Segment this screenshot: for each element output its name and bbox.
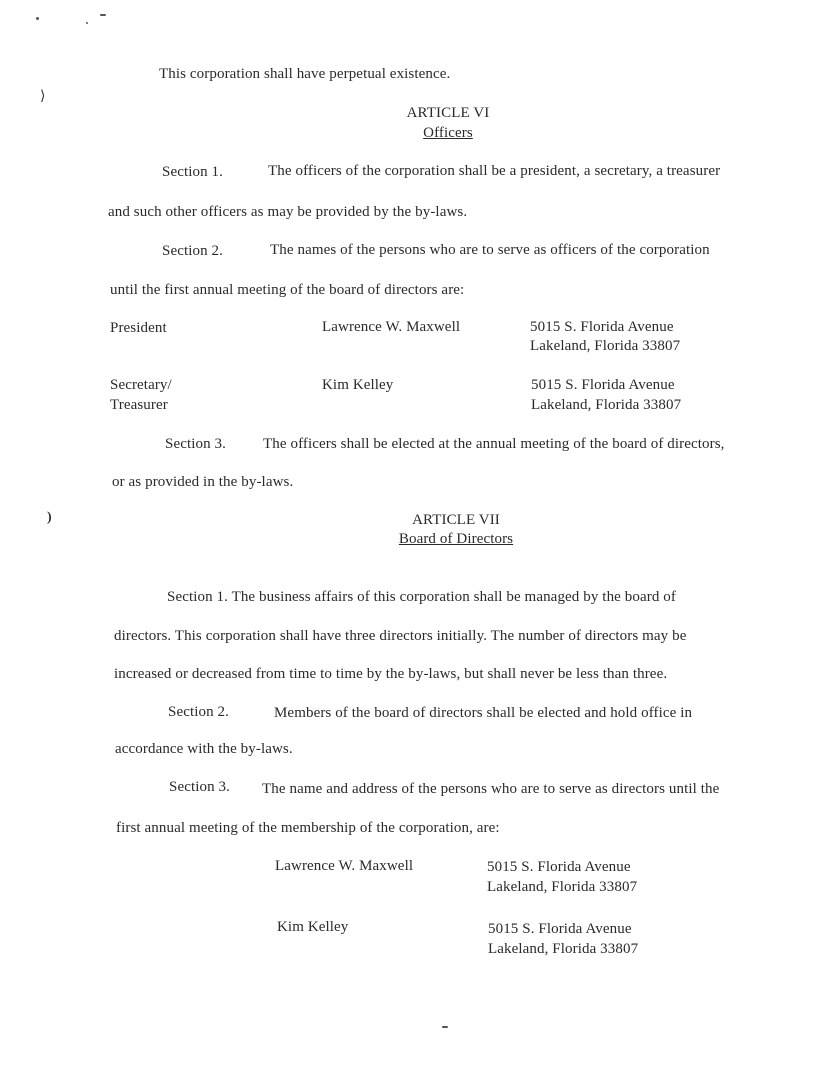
officer-address-line2: Lakeland, Florida 33807 xyxy=(531,397,682,413)
article-vi-section2-line1: The names of the persons who are to serve as officers of the corporation xyxy=(270,242,710,258)
article-vii-section1-line2: directors. This corporation shall have three directors initially. The number of directors may be xyxy=(114,628,687,644)
scan-speck xyxy=(86,22,88,24)
article-vi-section1-line1: The officers of the corporation shall be a president, a secretary, a treasurer xyxy=(268,163,721,179)
officer-title: Secretary/ xyxy=(110,377,172,393)
scan-speck xyxy=(100,14,106,16)
article-vii-section3-label: Section 3. xyxy=(169,779,230,795)
officer-title-line2: Treasurer xyxy=(110,397,168,413)
article-vi-subheading xyxy=(348,124,548,142)
officer-address-line1: 5015 S. Florida Avenue xyxy=(530,319,674,335)
article-vii-section2-line1: Members of the board of directors shall be elected and hold office in xyxy=(274,705,693,721)
officer-title: President xyxy=(110,320,167,336)
article-vi-section2-line2: until the first annual meeting of the board of directors are: xyxy=(110,282,465,298)
article-vii-subheading-text: Board of Directors xyxy=(398,531,514,547)
article-vii-section2-line2: accordance with the by-laws. xyxy=(115,741,293,757)
director-name: Kim Kelley xyxy=(277,919,349,935)
officer-address-line1: 5015 S. Florida Avenue xyxy=(531,377,675,393)
article-vii-section1-line1: Section 1. The business affairs of this corporation shall be managed by the board of xyxy=(167,589,676,605)
director-address-line1: 5015 S. Florida Avenue xyxy=(488,921,632,937)
article-vii-section3-line1: The name and address of the persons who are to serve as directors until the xyxy=(262,781,720,797)
scan-mark: ) xyxy=(47,510,52,525)
article-vii-section2-label: Section 2. xyxy=(168,704,229,720)
article-vi-section3-line2: or as provided in the by-laws. xyxy=(112,474,294,490)
article-vii-section1-line3: increased or decreased from time to time by the by-laws, but shall never be less than three. xyxy=(114,666,668,682)
scan-mark: ⟩ xyxy=(40,89,46,104)
director-address-line1: 5015 S. Florida Avenue xyxy=(487,859,631,875)
article-vi-heading: ARTICLE VI xyxy=(406,105,490,121)
officer-address-line2: Lakeland, Florida 33807 xyxy=(530,338,681,354)
intro-line: This corporation shall have perpetual existence. xyxy=(159,66,451,82)
officer-name: Kim Kelley xyxy=(322,377,394,393)
officer-name: Lawrence W. Maxwell xyxy=(322,319,461,335)
director-name: Lawrence W. Maxwell xyxy=(275,858,414,874)
article-vii-heading: ARTICLE VII xyxy=(412,512,500,528)
article-vi-section1-line2: and such other officers as may be provided by the by-laws. xyxy=(108,204,468,220)
article-vi-section3-line1: The officers shall be elected at the annual meeting of the board of directors, xyxy=(263,436,725,452)
article-vi-section2-label: Section 2. xyxy=(162,243,223,259)
article-vi-subheading-text: Officers xyxy=(423,125,473,141)
scan-speck xyxy=(36,17,39,20)
scan-speck xyxy=(442,1026,448,1028)
director-address-line2: Lakeland, Florida 33807 xyxy=(487,879,638,895)
article-vi-section3-label: Section 3. xyxy=(165,436,226,452)
director-address-line2: Lakeland, Florida 33807 xyxy=(488,941,639,957)
article-vi-section1-label: Section 1. xyxy=(162,164,223,180)
article-vii-section3-line2: first annual meeting of the membership of the corporation, are: xyxy=(116,820,500,836)
article-vii-subheading xyxy=(356,530,556,548)
